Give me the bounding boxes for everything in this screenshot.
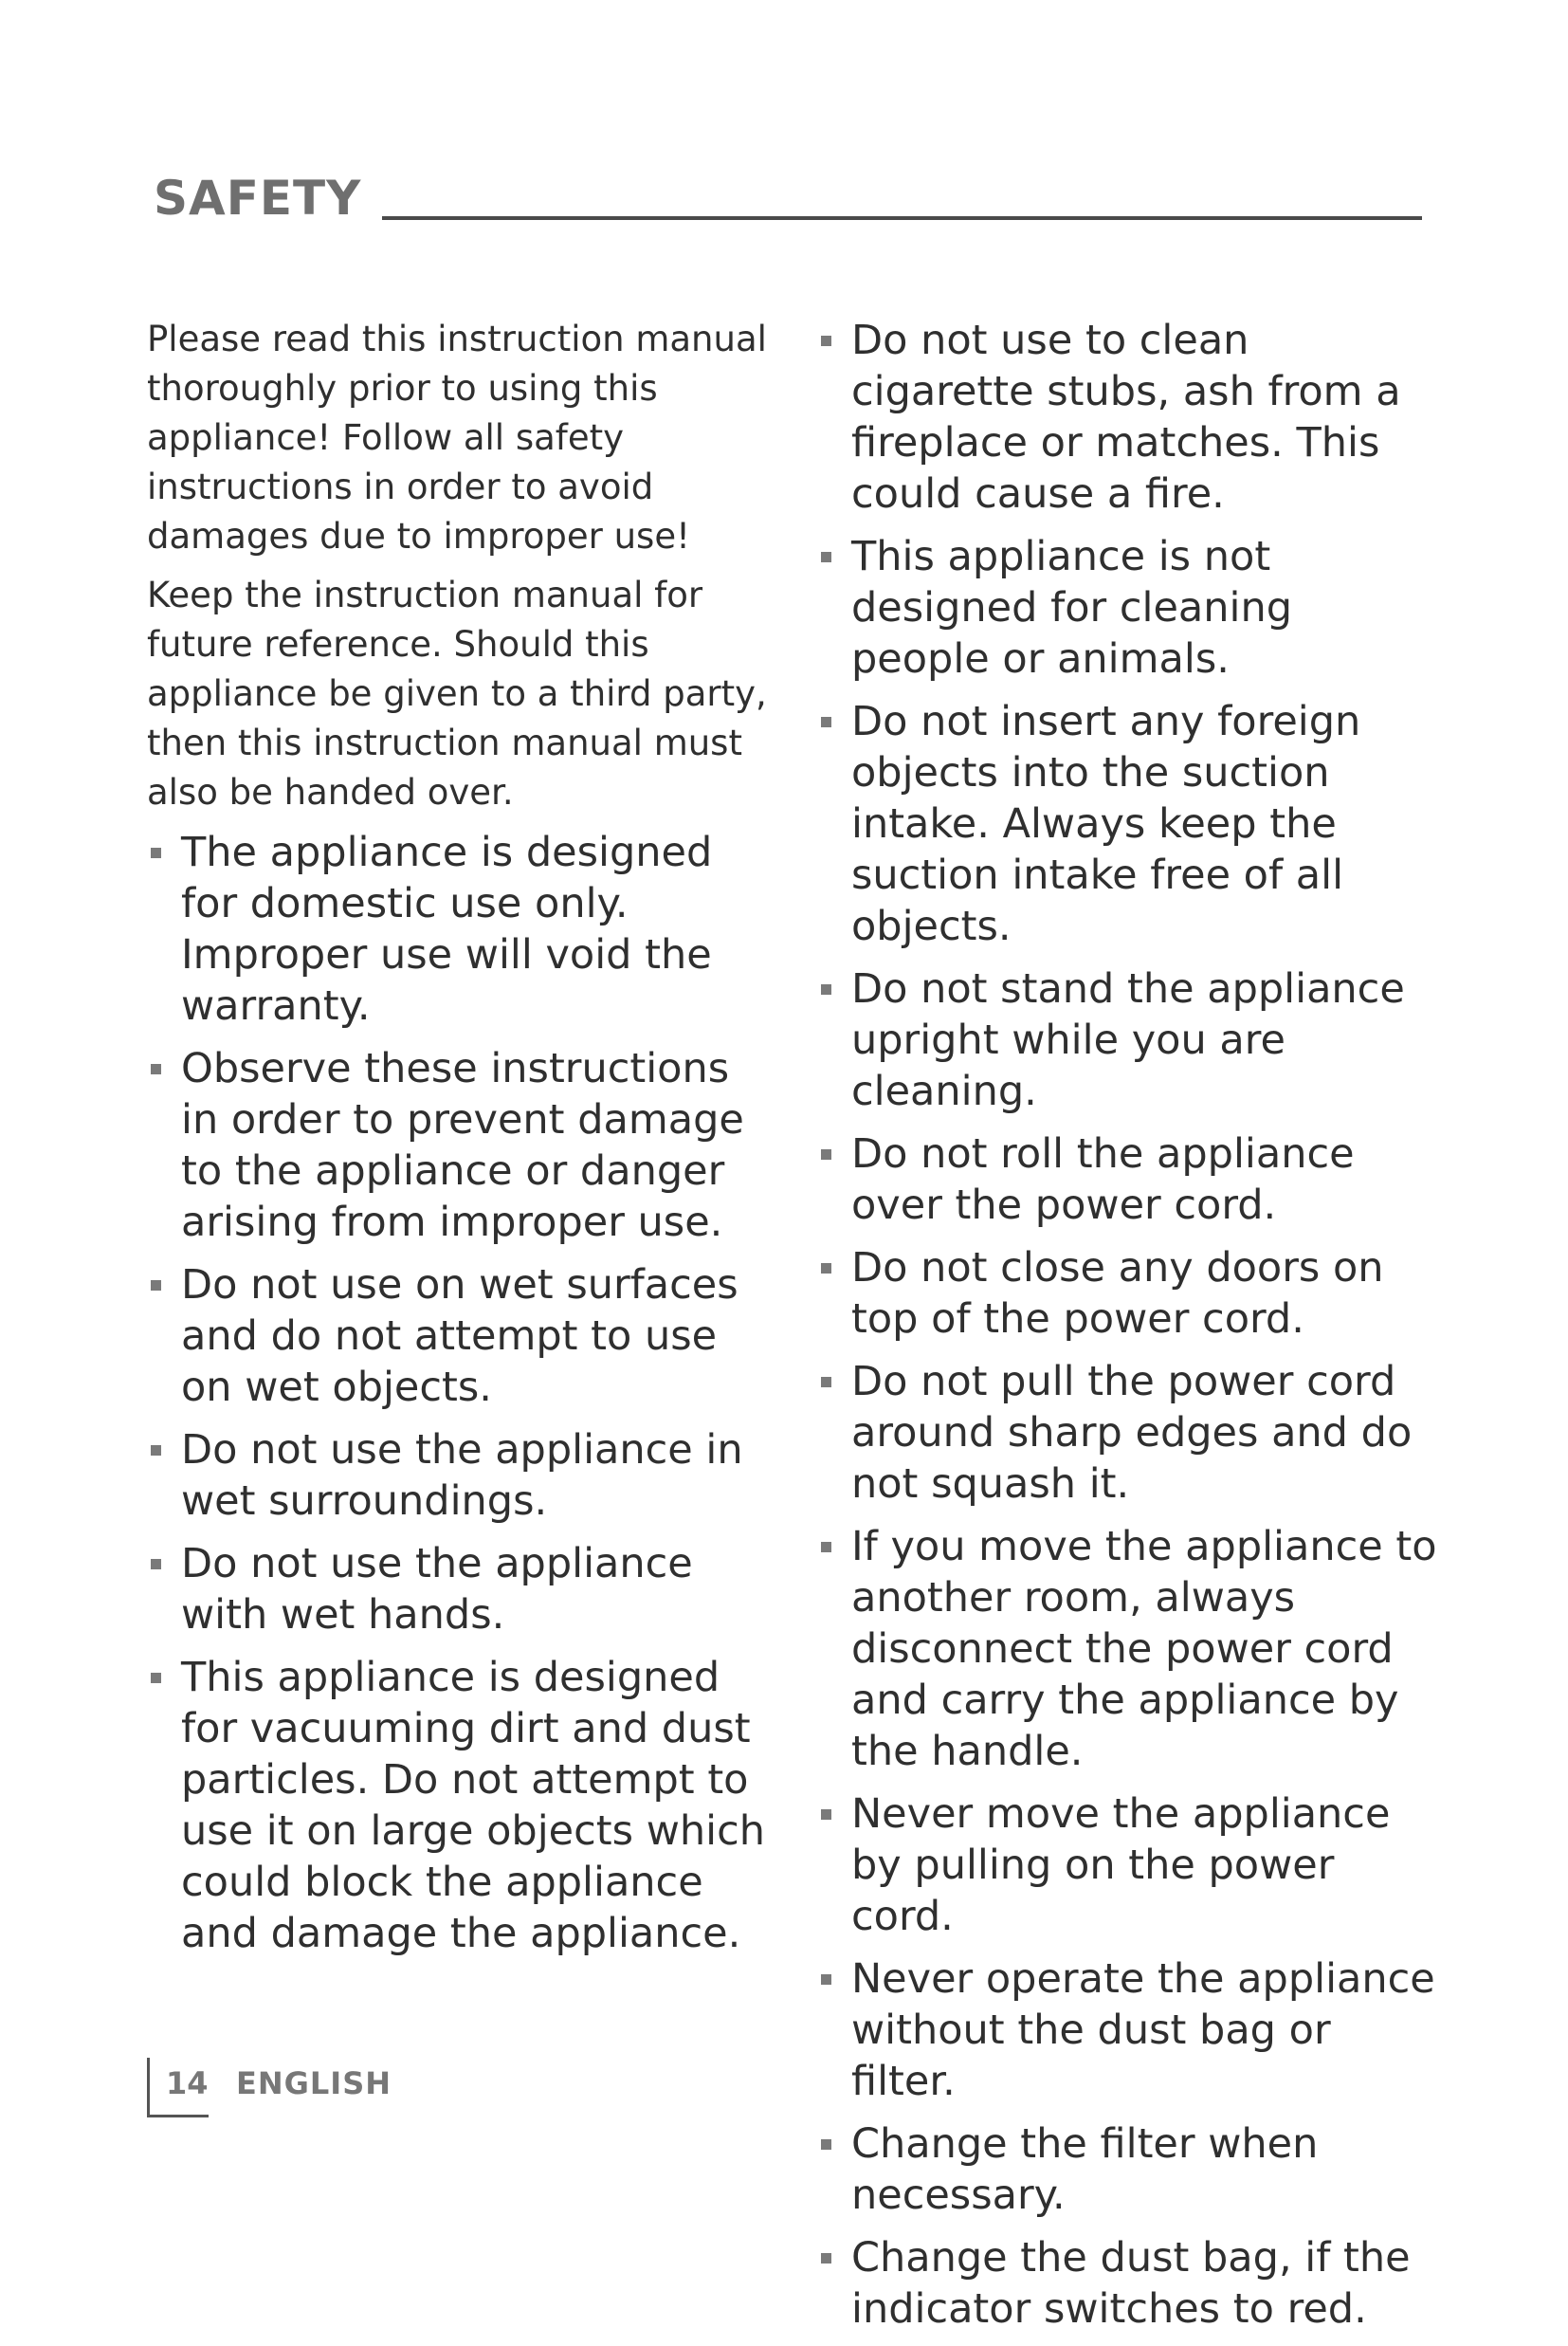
footer-language: ENGLISH (236, 2065, 392, 2101)
list-item (147, 1652, 779, 1959)
list-item (817, 1356, 1443, 1510)
list-item (147, 1538, 779, 1640)
list-item-text: Do not stand the appliance upright while you are cleaning. (851, 965, 1405, 1115)
list-item-text: This appliance is designed for vacuuming dirt and dust particles. Do not attempt to use it on large objects which could block the appliance and damage the appliance. (181, 1654, 765, 1957)
square-bullet-icon (151, 1673, 161, 1683)
square-bullet-icon (821, 552, 831, 562)
square-bullet-icon (151, 1445, 161, 1456)
list-item-text: This appliance is not designed for cleaning people or animals. (851, 533, 1293, 683)
page-footer (147, 2058, 431, 2118)
safety-list-right (817, 315, 1443, 2335)
list-item (817, 531, 1443, 685)
square-bullet-icon (821, 984, 831, 995)
list-item-text: Do not pull the power cord around sharp edges and do not squash it. (851, 1358, 1413, 1508)
list-item (147, 1043, 779, 1248)
list-item-text: Never move the appliance by pulling on the power cord. (851, 1790, 1391, 1940)
list-item-text: Do not use the appliance with wet hands. (181, 1540, 693, 1639)
list-item (817, 696, 1443, 952)
page-number: 14 (166, 2065, 209, 2101)
list-item (817, 1242, 1443, 1345)
square-bullet-icon (151, 1559, 161, 1569)
list-item-text: Do not close any doors on top of the power cord. (851, 1244, 1384, 1343)
list-item-text: Change the dust bag, if the indicator switches to red. (851, 2234, 1411, 2333)
list-item (817, 963, 1443, 1117)
square-bullet-icon (821, 1974, 831, 1985)
list-item-text: If you move the appliance to another room, always disconnect the power cord and carry the appliance by the handle. (851, 1523, 1437, 1775)
intro-paragraph: Please read this instruction manual thoroughly prior to using this appliance! Follow all safety instructions in order to avoid damages due to improper use! (147, 319, 767, 557)
square-bullet-icon (821, 1263, 831, 1274)
list-item-text: Do not use to clean cigarette stubs, ash from a fireplace or matches. This could cause a fire. (851, 317, 1401, 518)
square-bullet-icon (151, 1280, 161, 1291)
intro-paragraph: Keep the instruction manual for future reference. Should this appliance be given to a third party, then this instruction manual must also be handed over. (147, 575, 767, 813)
page-header (154, 157, 1422, 226)
list-item (817, 1788, 1443, 1942)
list-item (817, 1521, 1443, 1777)
list-item (147, 1259, 779, 1413)
list-item (147, 827, 779, 1032)
header-rule (382, 216, 1422, 220)
list-item-text: Do not use on wet surfaces and do not attempt to use on wet objects. (181, 1261, 738, 1411)
safety-list-left (147, 827, 779, 1959)
square-bullet-icon (821, 1149, 831, 1160)
list-item (817, 2118, 1443, 2221)
square-bullet-icon (821, 2253, 831, 2264)
list-item-text: Never operate the appliance without the dust bag or filter. (851, 1955, 1435, 2105)
left-column (147, 315, 779, 1970)
square-bullet-icon (821, 336, 831, 346)
square-bullet-icon (151, 848, 161, 858)
list-item (817, 2232, 1443, 2335)
list-item-text: The appliance is designed for domestic use only. Improper use will void the warranty. (181, 829, 713, 1030)
list-item-text: Do not roll the appliance over the power cord. (851, 1130, 1355, 1229)
list-item (147, 1424, 779, 1527)
square-bullet-icon (821, 1809, 831, 1820)
square-bullet-icon (821, 1542, 831, 1552)
list-item-text: Change the filter when necessary. (851, 2120, 1319, 2219)
list-item-text: Observe these instructions in order to prevent damage to the appliance or danger arising from improper use. (181, 1045, 744, 1246)
square-bullet-icon (821, 2139, 831, 2150)
page-title: SAFETY (154, 171, 362, 226)
square-bullet-icon (821, 1377, 831, 1387)
right-column (817, 315, 1443, 2346)
list-item-text: Do not use the appliance in wet surroundings. (181, 1426, 743, 1525)
square-bullet-icon (821, 717, 831, 727)
list-item (817, 315, 1443, 520)
list-item (817, 1953, 1443, 2107)
list-item (817, 1128, 1443, 1231)
square-bullet-icon (151, 1064, 161, 1074)
list-item-text: Do not insert any foreign objects into the suction intake. Always keep the suction intake free of all objects. (851, 698, 1361, 950)
